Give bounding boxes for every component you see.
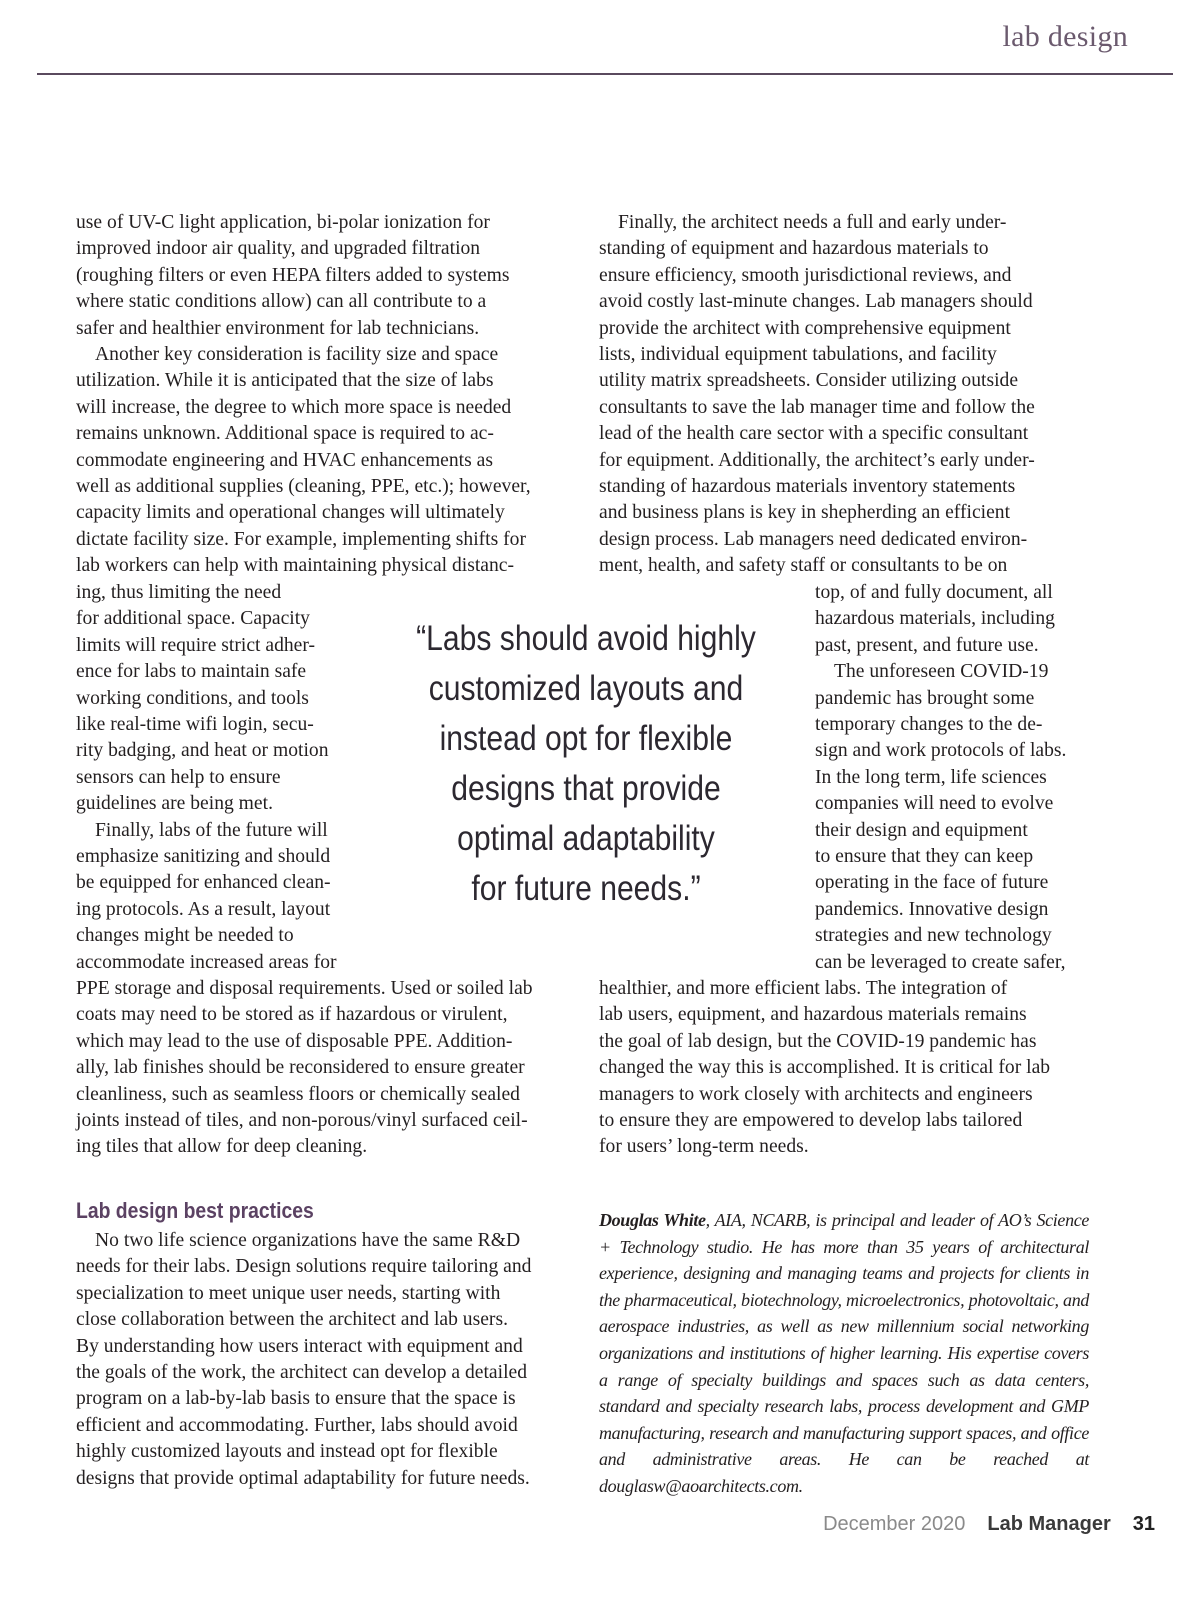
text-line: changes might be needed to: [76, 925, 294, 947]
author-name: Douglas White: [599, 1210, 706, 1230]
text-line: for users’ long-term needs.: [599, 1136, 809, 1158]
pull-quote-line: instead opt for flexible: [439, 719, 733, 758]
text-line: avoid costly last-minute changes. Lab managers should: [599, 291, 1033, 313]
text-line: designs that provide optimal adaptability for future needs.: [76, 1467, 530, 1489]
text-line: will increase, the degree to which more space is needed: [76, 396, 512, 418]
text-line: rity badging, and heat or motion: [76, 740, 329, 762]
pull-quote-line: designs that provide: [451, 769, 721, 808]
text-line: to ensure they are empowered to develop labs tailored: [599, 1110, 1023, 1132]
text-line: their design and equipment: [815, 819, 1028, 841]
text-line: remains unknown. Additional space is required to ac-: [76, 423, 494, 445]
header-divider: [37, 73, 1173, 75]
text-line: ing tiles that allow for deep cleaning.: [76, 1136, 368, 1158]
text-line: companies will need to evolve: [815, 793, 1054, 815]
text-line: ally, lab finishes should be reconsidered to ensure greater: [76, 1057, 525, 1079]
text-line: the goals of the work, the architect can develop a detailed: [76, 1362, 528, 1384]
author-bio: [599, 1207, 1089, 1500]
text-line: managers to work closely with architects and engineers: [599, 1083, 1033, 1105]
pull-quote: [411, 614, 762, 914]
text-line: pandemic has brought some: [815, 687, 1035, 709]
text-line: healthier, and more efficient labs. The integration of: [599, 978, 1008, 999]
pull-quote-line: optimal adaptability: [457, 819, 715, 858]
text-line: Finally, labs of the future will: [95, 819, 328, 841]
text-line: sensors can help to ensure: [76, 766, 281, 788]
text-line: highly customized layouts and instead opt for flexible: [76, 1441, 498, 1463]
right-column-bottom: [599, 976, 1099, 1161]
text-line: joints instead of tiles, and non-porous/vinyl surfaced ceil-: [76, 1110, 528, 1132]
text-line: ensure efficiency, smooth jurisdictional reviews, and: [599, 264, 1012, 286]
text-line: utilization. While it is anticipated that the size of labs: [76, 370, 494, 392]
text-line: well as additional supplies (cleaning, PPE, etc.); however,: [76, 476, 531, 498]
text-line: limits will require strict adher-: [76, 634, 316, 656]
text-line: lab workers can help with maintaining physical distanc-: [76, 555, 515, 577]
text-line: Another key consideration is facility size and space: [95, 344, 499, 366]
left-column-bottom: [76, 976, 576, 1161]
text-line: guidelines are being met.: [76, 793, 273, 815]
section-heading: Lab design best practices: [76, 1198, 314, 1223]
text-line: operating in the face of future: [815, 872, 1049, 894]
pull-quote-line: for future needs.”: [471, 869, 701, 908]
text-line: like real-time wifi login, secu-: [76, 714, 314, 736]
text-line: program on a lab-by-lab basis to ensure that the space is: [76, 1388, 516, 1410]
text-line: utility matrix spreadsheets. Consider utilizing outside: [599, 370, 1019, 392]
text-line: (roughing filters or even HEPA filters added to systems: [76, 264, 510, 286]
text-line: emphasize sanitizing and should: [76, 846, 331, 868]
text-line: use of UV-C light application, bi-polar ionization for: [76, 212, 490, 233]
page-footer: [823, 1513, 1155, 1536]
footer-magazine-name: Lab Manager: [987, 1513, 1111, 1535]
text-line: dictate facility size. For example, implementing shifts for: [76, 528, 526, 550]
best-practices-body: [76, 1228, 576, 1492]
text-line: standing of equipment and hazardous materials to: [599, 238, 989, 260]
text-line: changed the way this is accomplished. It is critical for lab: [599, 1057, 1051, 1079]
text-line: By understanding how users interact with equipment and: [76, 1335, 523, 1357]
text-line: lists, individual equipment tabulations, and facility: [599, 344, 997, 366]
text-line: improved indoor air quality, and upgraded filtration: [76, 238, 481, 260]
text-line: working conditions, and tools: [76, 687, 309, 709]
text-line: pandemics. Innovative design: [815, 898, 1049, 920]
text-line: past, present, and future use.: [815, 634, 1039, 656]
page-number: 31: [1132, 1513, 1155, 1535]
text-line: strategies and new technology: [815, 925, 1052, 947]
section-label: lab design: [1002, 20, 1128, 53]
text-line: commodate engineering and HVAC enhancements as: [76, 449, 493, 471]
text-line: temporary changes to the de-: [815, 714, 1043, 736]
text-line: specialization to meet unique user needs, starting with: [76, 1282, 501, 1304]
text-line: top, of and fully document, all: [815, 582, 1053, 603]
text-line: accommodate increased areas for: [76, 951, 337, 973]
text-line: The unforeseen COVID-19: [834, 661, 1049, 683]
text-line: lab users, equipment, and hazardous materials remains: [599, 1004, 1027, 1026]
text-line: be equipped for enhanced clean-: [76, 872, 331, 894]
text-line: In the long term, life sciences: [815, 766, 1047, 788]
author-bio-text: , AIA, NCARB, is principal and leader of AO’s Science + Technology studio. He has more than 35 years of architectural experience, designing and managing teams and projects for clients in the pharmaceutical, biotechnology, microelectronics, photovoltaic, and aerospace industries, as well as new millennium social networking organizations and institutions of higher learning. His expertise covers a range of specialty buildings and spaces such as data centers, standard and specialty research labs, process development and GMP manufacturing, research and manufacturing support spaces, and office and administrative areas. He can be reached at douglasw@aoarchitects.com.: [599, 1210, 1090, 1496]
text-line: the goal of lab design, but the COVID-19 pandemic has: [599, 1030, 1037, 1052]
text-line: cleanliness, such as seamless floors or chemically sealed: [76, 1083, 520, 1105]
pull-quote-line: customized layouts and: [428, 669, 744, 708]
text-line: Finally, the architect needs a full and early under-: [618, 212, 1007, 233]
text-line: standing of hazardous materials inventory statements: [599, 476, 1016, 498]
text-line: design process. Lab managers need dedicated environ-: [599, 528, 1028, 550]
text-line: PPE storage and disposal requirements. Used or soiled lab: [76, 978, 533, 999]
pull-quote-line: “Labs should avoid highly: [416, 619, 756, 658]
text-line: consultants to save the lab manager time and follow the: [599, 396, 1035, 418]
text-line: No two life science organizations have the same R&D: [95, 1230, 521, 1251]
text-line: needs for their labs. Design solutions require tailoring and: [76, 1256, 532, 1278]
text-line: coats may need to be stored as if hazardous or virulent,: [76, 1004, 508, 1026]
left-column-narrow: [76, 580, 376, 976]
text-line: can be leveraged to create safer,: [815, 951, 1066, 973]
text-line: provide the architect with comprehensive equipment: [599, 317, 1011, 339]
right-column-narrow: [815, 580, 1115, 976]
text-line: efficient and accommodating. Further, labs should avoid: [76, 1414, 518, 1436]
text-line: ence for labs to maintain safe: [76, 661, 307, 683]
text-line: where static conditions allow) can all contribute to a: [76, 291, 487, 313]
text-line: and business plans is key in shepherding an efficient: [599, 502, 1011, 524]
text-line: safer and healthier environment for lab technicians.: [76, 317, 480, 339]
text-line: ing, thus limiting the need: [76, 582, 282, 603]
right-column-top: [599, 210, 1099, 580]
text-line: capacity limits and operational changes will ultimately: [76, 502, 505, 524]
text-line: hazardous materials, including: [815, 608, 1055, 630]
text-line: which may lead to the use of disposable PPE. Addition-: [76, 1030, 513, 1052]
footer-issue-date: December 2020: [823, 1513, 966, 1535]
text-line: for equipment. Additionally, the architect’s early under-: [599, 449, 1035, 471]
text-line: lead of the health care sector with a specific consultant: [599, 423, 1029, 445]
text-line: to ensure that they can keep: [815, 846, 1034, 868]
left-column-top: [76, 210, 576, 580]
text-line: close collaboration between the architect and lab users.: [76, 1309, 508, 1331]
text-line: sign and work protocols of labs.: [815, 740, 1067, 762]
text-line: ing protocols. As a result, layout: [76, 898, 331, 920]
text-line: ment, health, and safety staff or consultants to be on: [599, 555, 1008, 577]
text-line: for additional space. Capacity: [76, 608, 310, 630]
